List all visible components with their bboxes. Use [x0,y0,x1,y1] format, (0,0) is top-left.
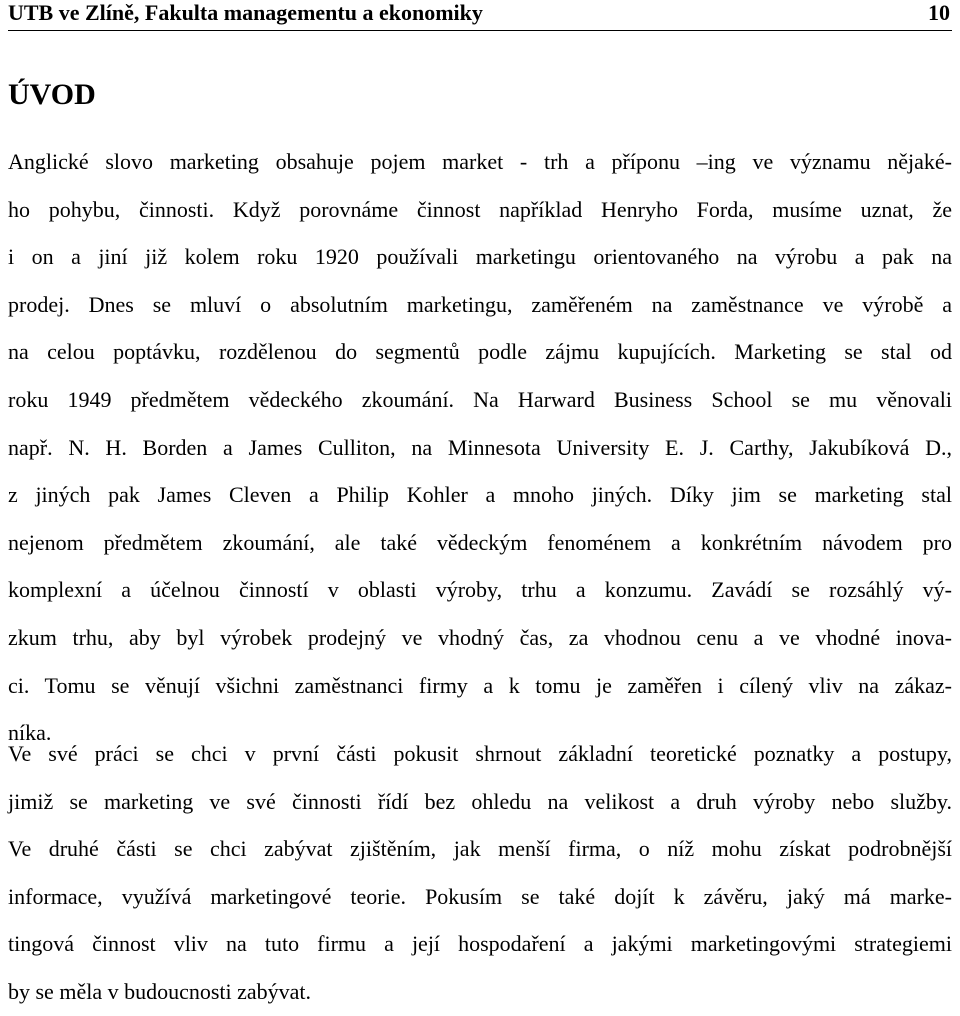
paragraph-line: ho pohybu, činnosti. Když porovnáme činnost například Henryho Forda, musíme uznat, že [8,196,952,222]
paragraph-line: i on a jiní již kolem roku 1920 používali marketingu orientovaného na výrobu a pak na [8,244,952,270]
paragraph-line: na celou poptávku, rozdělenou do segmentů podle zájmu kupujících. Marketing se stal od [8,339,952,365]
paragraph-line: Ve druhé části se chci zabývat zjištěním, jak menší firma, o níž mohu získat podrobnější [8,836,952,862]
paragraph-line: zkum trhu, aby byl výrobek prodejný ve vhodný čas, za vhodnou cenu a ve vhodné inova- [8,624,952,650]
paragraph-line: např. N. H. Borden a James Culliton, na Minnesota University E. J. Carthy, Jakubíková D., [8,434,952,460]
page-header [8,0,952,31]
paragraph-line: nejenom předmětem zkoumání, ale také vědeckým fenoménem a konkrétním návodem pro [8,529,952,555]
paragraph-line: komplexní a účelnou činností v oblasti výroby, trhu a konzumu. Zavádí se rozsáhlý vý- [8,577,952,603]
paragraph-line: níka. [8,720,52,746]
page-number: 10 [928,0,950,25]
paragraph-line: Anglické slovo marketing obsahuje pojem market - trh a příponu –ing ve významu nějaké- [8,149,952,174]
paragraph-line: Ve své práci se chci v první části pokusit shrnout základní teoretické poznatky a postupy, [8,741,952,766]
paragraph-intro [8,138,952,757]
section-heading: ÚVOD [8,78,96,111]
paragraph-line: jimiž se marketing ve své činnosti řídí bez ohledu na velikost a druh výroby nebo služby. [8,788,952,814]
paragraph-line: z jiných pak James Cleven a Philip Kohler a mnoho jiných. Díky jim se marketing stal [8,482,952,508]
paragraph-line: prodej. Dnes se mluví o absolutním marketingu, zaměřeném na zaměstnance ve výrobě a [8,291,952,317]
paragraph-line: ci. Tomu se věnují všichni zaměstnanci firmy a k tomu je zaměřen i cílený vliv na zákaz- [8,672,952,698]
header-title: UTB ve Zlíně, Fakulta managementu a ekonomiky [8,0,483,25]
paragraph-line: informace, využívá marketingové teorie. Pokusím se také dojít k závěru, jaký má marke- [8,883,952,909]
paragraph-goals [8,730,952,1016]
paragraph-line: tingová činnost vliv na tuto firmu a její hospodaření a jakými marketingovými strategiemi [8,931,952,957]
paragraph-line: by se měla v budoucnosti zabývat. [8,978,312,1004]
paragraph-line: roku 1949 předmětem vědeckého zkoumání. Na Harward Business School se mu věnovali [8,386,952,412]
